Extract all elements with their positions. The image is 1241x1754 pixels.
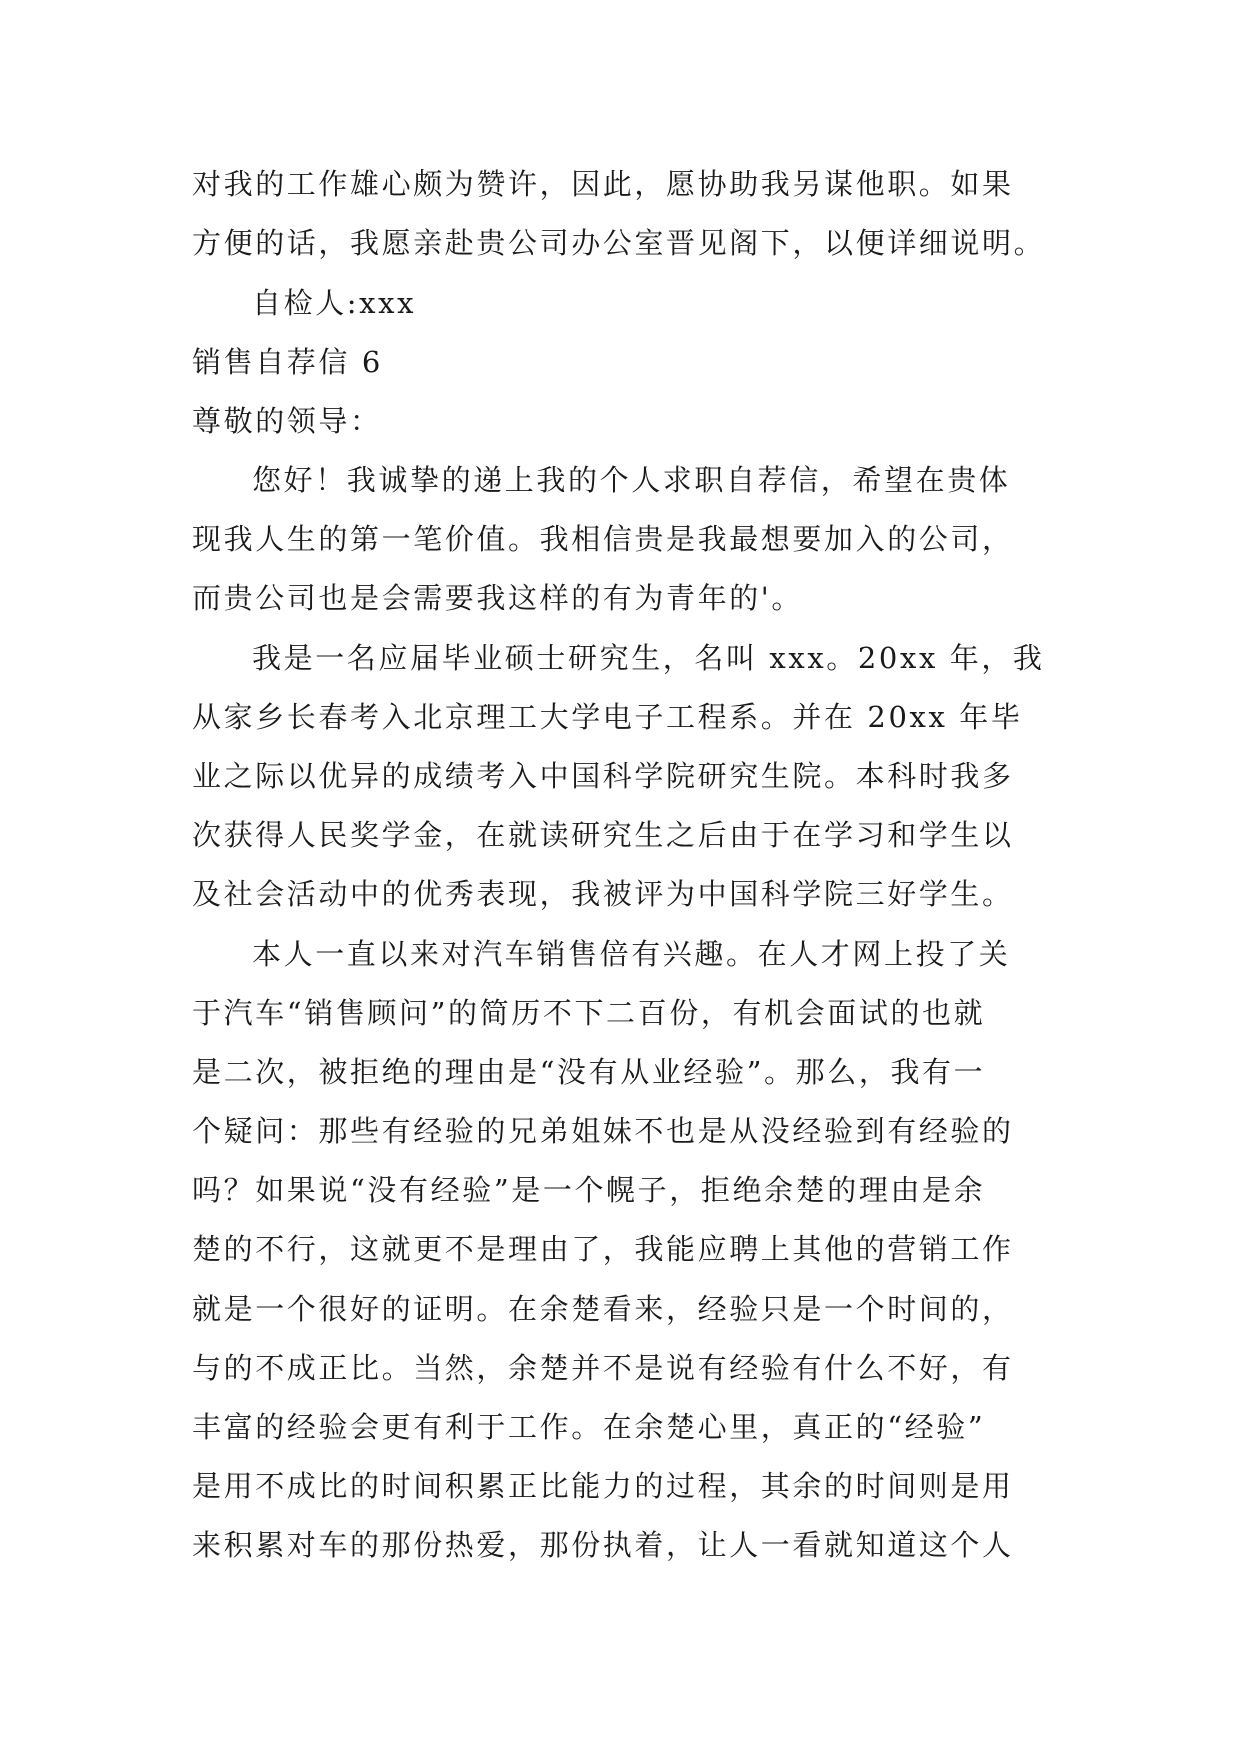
salutation: 尊敬的领导： <box>192 404 382 438</box>
paragraph-line: 而贵公司也是会需要我这样的有为青年的'。 <box>192 581 803 615</box>
paragraph-line: 对我的工作雄心颇为赞许，因此，愿协助我另谋他职。如果 <box>192 167 1014 201</box>
section-title: 销售自荐信 6 <box>192 345 383 379</box>
paragraph-line: 您好！我诚挚的递上我的个人求职自荐信，希望在贵体 <box>252 463 1011 497</box>
paragraph-line: 来积累对车的那份热爱，那份执着，让人一看就知道这个人 <box>192 1528 1014 1562</box>
paragraph-line: 楚的不行，这就更不是理由了，我能应聘上其他的营销工作 <box>192 1232 1014 1266</box>
paragraph-line: 现我人生的第一笔价值。我相信贵是我最想要加入的公司， <box>192 522 1014 556</box>
paragraph-line: 从家乡长春考入北京理工大学电子工程系。并在 20xx 年毕 <box>192 700 1023 734</box>
paragraph-line: 我是一名应届毕业硕士研究生，名叫 xxx。20xx 年，我 <box>252 641 1045 675</box>
paragraph-line: 是二次，被拒绝的理由是“没有从业经验”。那么，我有一 <box>192 1055 986 1089</box>
paragraph-line: 吗？如果说“没有经验”是一个幌子，拒绝余楚的理由是余 <box>192 1173 986 1207</box>
paragraph-line: 个疑问：那些有经验的兄弟姐妹不也是从没经验到有经验的 <box>192 1114 1014 1148</box>
paragraph-line: 于汽车“销售顾问”的简历不下二百份，有机会面试的也就 <box>192 996 986 1030</box>
paragraph-line: 本人一直以来对汽车销售倍有兴趣。在人才网上投了关 <box>252 937 1011 971</box>
paragraph-line: 是用不成比的时间积累正比能力的过程，其余的时间则是用 <box>192 1469 1014 1503</box>
paragraph-line: 及社会活动中的优秀表现，我被评为中国科学院三好学生。 <box>192 877 1014 911</box>
paragraph-line: 次获得人民奖学金，在就读研究生之后由于在学习和学生以 <box>192 818 1014 852</box>
paragraph-line: 业之际以优异的成绩考入中国科学院研究生院。本科时我多 <box>192 759 1014 793</box>
paragraph-line: 方便的话，我愿亲赴贵公司办公室晋见阁下，以便详细说明。 <box>192 226 1046 260</box>
signature-line: 自检人:xxx <box>252 286 417 320</box>
paragraph-line: 就是一个很好的证明。在余楚看来，经验只是一个时间的， <box>192 1292 1014 1326</box>
paragraph-line: 丰富的经验会更有利于工作。在余楚心里，真正的“经验” <box>192 1410 986 1444</box>
paragraph-line: 与的不成正比。当然，余楚并不是说有经验有什么不好，有 <box>192 1351 1014 1385</box>
